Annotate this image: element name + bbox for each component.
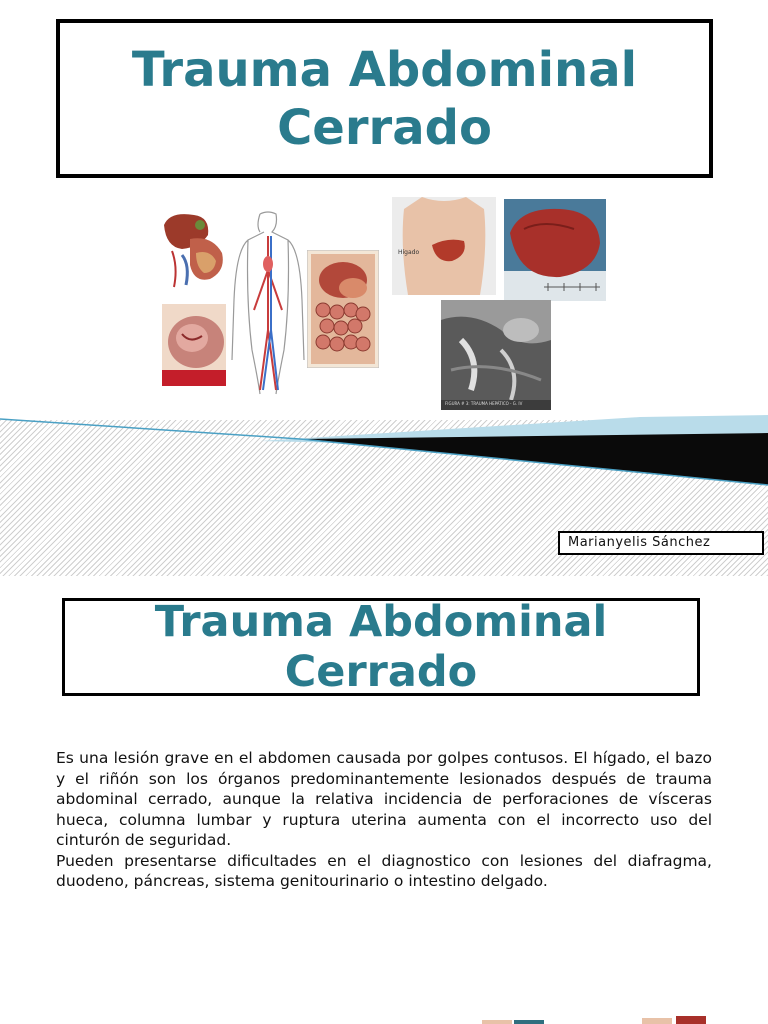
partial-thumbnail-2 [514,1020,544,1024]
content-title-box [62,598,700,696]
liver-label: Hígado [398,249,420,256]
partial-thumbnail-4 [676,1016,706,1024]
paragraph-diagnosis: Pueden presentarse dificultades en el diagnostico con lesiones del diafragma, duodeno, páncreas, sistema genitourinario o intestino delgado. [56,851,712,890]
xray-image [441,300,551,410]
author-name: Marianyelis Sánchez [568,535,711,550]
xray-caption: FIGURA # 3: TRAUMA HEPÁTICO - G. IV [445,401,523,406]
slide-title-line2: Cerrado [277,99,492,156]
vascular-body-diagram [230,210,306,396]
paragraph-definition: Es una lesión grave en el abdomen causada por golpes contusos. El hígado, el bazo y el riñón son los órganos predominantemente lesionados después de trauma abdominal cerrado, aunque la relativa incidencia de perforaciones de vísceras hueca, columna lumbar y ruptura uterina aumenta con el incorrecto uso del cinturón de seguridad. [56,749,712,849]
decorative-wave-shapes [0,395,768,495]
content-slide [0,576,768,1024]
liver-organs-image [160,205,228,297]
abdominal-cavity-image [307,250,379,368]
body-text [56,748,712,892]
author-name-box [558,531,764,555]
partial-thumbnail-1 [482,1020,512,1024]
slide-title-box [56,19,713,178]
content-title-line2: Cerrado [284,647,478,697]
injured-organ-photo [162,304,226,386]
partial-thumbnail-3 [642,1018,672,1024]
slide-title-line1: Trauma Abdominal [131,41,638,98]
torso-liver-diagram [392,197,496,295]
liver-specimen-photo [504,199,606,301]
content-title-line1: Trauma Abdominal [154,597,608,647]
